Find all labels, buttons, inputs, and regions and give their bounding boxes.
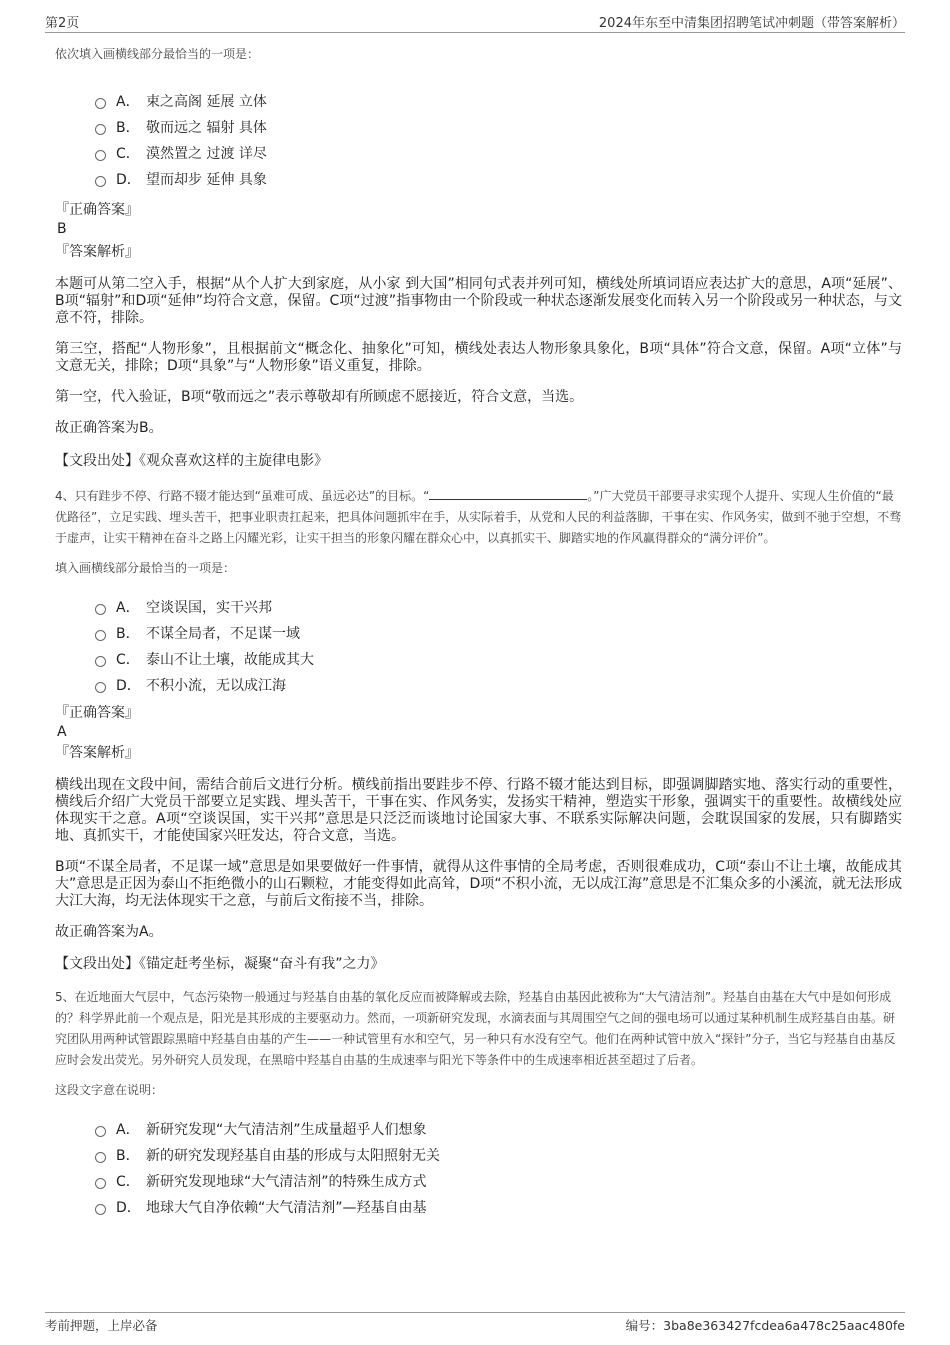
q5-stem: 5、在近地面大气层中，气态污染物一般通过与羟基自由基的氧化反应而被降解或去除，羟基自由基因此被称为“大气清洁剂”。羟基自由基在大气中是如何形成的？科学界此前一个观点是，阳光是其形成的主要驱动力。然而，一项新研究发现，水滴表面与其周围空气之间的强电场可以通过某种机制生成羟基自由基。研究团队用两种试管跟踪黑暗中羟基自由基的产生——一种试管里有水和空气，另一种只有水没有空气。他们在两种试管中放入“探针”分子，当它与羟基自由基反应时会发出荧光。另外研究人员发现，在黑暗中羟基自由基的生成速率与阳光下等条件中的生成速率相近甚至超过了后者。 bbox=[55, 990, 896, 1067]
q4-option-c[interactable]: C． 泰山不让土壤，故能成其大 bbox=[95, 647, 902, 673]
q3-correct-label: 『正确答案』 bbox=[55, 202, 139, 218]
q3-prompt: 依次填入画横线部分最恰当的一项是： bbox=[55, 47, 260, 61]
radio-icon[interactable] bbox=[95, 604, 106, 615]
radio-icon[interactable] bbox=[95, 124, 106, 135]
q4-option-d[interactable]: D． 不积小流，无以成江海 bbox=[95, 673, 902, 699]
q5-option-c[interactable]: C． 新研究发现地球“大气清洁剂”的特殊生成方式 bbox=[95, 1169, 902, 1195]
q3-option-a[interactable]: A． 束之高阁 延展 立体 bbox=[95, 89, 902, 115]
document-id: 编号：3ba8e363427fcdea6a478c25aac480fe bbox=[625, 1318, 905, 1333]
q3-correct-answer: B bbox=[57, 221, 67, 237]
q3-source: 【文段出处】《观众喜欢这样的主旋律电影》 bbox=[55, 453, 328, 469]
radio-icon[interactable] bbox=[95, 1178, 106, 1189]
q4-correct-label: 『正确答案』 bbox=[55, 705, 139, 721]
q4-stem: 4、只有跬步不停、行路不辍才能达到“虽难可成、虽远必达”的目标。“ 。”广大党员干部要寻求实现个人提升、实现人生价值的“最优路径”，立足实践、埋头苦干，把事业职责扛起来，把具体问题抓牢在手，从实际着手，从党和人民的利益落脚，干事在实、作风务实，做到不驰于空想，不骛于虚声，让实干精神在奋斗之路上闪耀光彩，让实干担当的形象闪耀在群众心中，以真抓实干、脚踏实地的作风赢得群众的“满分评价”。 bbox=[55, 489, 902, 545]
q4-analysis-paragraph: B项“不谋全局者，不足谋一域”意思是如果要做好一件事情，就得从这件事情的全局考虑，否则很难成功，C项“泰山不让土壤，故能成其大”意思是正因为泰山不拒绝微小的山石颗粒，才能变得如此高耸，D项“不积小流，无以成江海”意思是不汇集众多的小溪流，就无法形成大江大海，均无法体现实干之意，与前后文衔接不当，排除。 bbox=[55, 859, 902, 909]
q4-analysis-label: 『答案解析』 bbox=[55, 745, 139, 761]
radio-icon[interactable] bbox=[95, 1126, 106, 1137]
q4-correct-answer: A bbox=[57, 724, 67, 740]
radio-icon[interactable] bbox=[95, 1152, 106, 1163]
radio-icon[interactable] bbox=[95, 656, 106, 667]
q3-analysis-paragraph: 第一空，代入验证，B项“敬而远之”表示尊敬却有所顾虑不愿接近，符合文意，当选。 bbox=[55, 389, 584, 405]
footer-slogan: 考前押题，上岸必备 bbox=[45, 1318, 158, 1333]
q4-prompt: 填入画横线部分最恰当的一项是： bbox=[55, 561, 236, 575]
q5-option-b[interactable]: B． 新的研究发现羟基自由基的形成与太阳照射无关 bbox=[95, 1143, 902, 1169]
radio-icon[interactable] bbox=[95, 176, 106, 187]
radio-icon[interactable] bbox=[95, 98, 106, 109]
q3-option-d[interactable]: D． 望而却步 延伸 具象 bbox=[95, 167, 902, 193]
q3-analysis-paragraph: 第三空，搭配“人物形象”，且根据前文“概念化、抽象化”可知，横线处表达人物形象具象化，B项“具体”符合文意，保留。A项“立体”与文意无关，排除；D项“具象”与“人物形象”语义重复，排除。 bbox=[55, 341, 902, 374]
q4-analysis-paragraph: 横线出现在文段中间，需结合前后文进行分析。横线前指出要跬步不停、行路不辍才能达到目标，即强调脚踏实地、落实行动的重要性，横线后介绍广大党员干部要立足实践、埋头苦干，干事在实、作风务实，发扬实干精神，塑造实干形象，强调实干的重要性。故横线处应体现实干之意。A项“空谈误国，实干兴邦”意思是只泛泛而谈地讨论国家大事、不联系实际解决问题，会耽误国家的发展，只有脚踏实地、真抓实干，才能使国家兴旺发达，符合文意，当选。 bbox=[55, 777, 902, 844]
q5-options bbox=[95, 1117, 902, 1221]
q3-option-c[interactable]: C． 漠然置之 过渡 详尽 bbox=[95, 141, 902, 167]
q4-options bbox=[95, 595, 902, 699]
q5-prompt: 这段文字意在说明： bbox=[55, 1083, 164, 1097]
answer-blank bbox=[429, 487, 587, 500]
radio-icon[interactable] bbox=[95, 1204, 106, 1215]
radio-icon[interactable] bbox=[95, 682, 106, 693]
q3-analysis-paragraph: 故正确答案为B。 bbox=[55, 420, 163, 436]
q3-options bbox=[95, 89, 902, 193]
page-footer bbox=[45, 1312, 905, 1337]
page-number: 第2页 bbox=[45, 16, 80, 31]
q4-option-a[interactable]: A． 空谈误国，实干兴邦 bbox=[95, 595, 902, 621]
document-title: 2024年东至中清集团招聘笔试冲刺题（带答案解析） bbox=[598, 16, 905, 31]
q4-analysis-paragraph: 故正确答案为A。 bbox=[55, 924, 163, 940]
q3-analysis-label: 『答案解析』 bbox=[55, 244, 139, 260]
q4-option-b[interactable]: B． 不谋全局者，不足谋一域 bbox=[95, 621, 902, 647]
q3-option-b[interactable]: B． 敬而远之 辐射 具体 bbox=[95, 115, 902, 141]
page-header bbox=[45, 10, 905, 33]
q5-option-a[interactable]: A． 新研究发现“大气清洁剂”生成量超乎人们想象 bbox=[95, 1117, 902, 1143]
document-content bbox=[55, 44, 902, 1221]
q5-option-d[interactable]: D． 地球大气自净依赖“大气清洁剂”—羟基自由基 bbox=[95, 1195, 902, 1221]
radio-icon[interactable] bbox=[95, 150, 106, 161]
radio-icon[interactable] bbox=[95, 630, 106, 641]
q4-source: 【文段出处】《锚定赶考坐标，凝聚“奋斗有我”之力》 bbox=[55, 956, 385, 972]
q3-analysis-paragraph: 本题可从第二空入手，根据“从个人扩大到家庭，从小家 到大国”相同句式表并列可知，横线处所填词语应表达扩大的意思，A项“延展”、B项“辐射”和D项“延伸”均符合文意，保留。C项“过渡”指事物由一个阶段或一种状态逐渐发展变化而转入另一个阶段或另一种状态，与文意不符，排除。 bbox=[55, 276, 902, 326]
